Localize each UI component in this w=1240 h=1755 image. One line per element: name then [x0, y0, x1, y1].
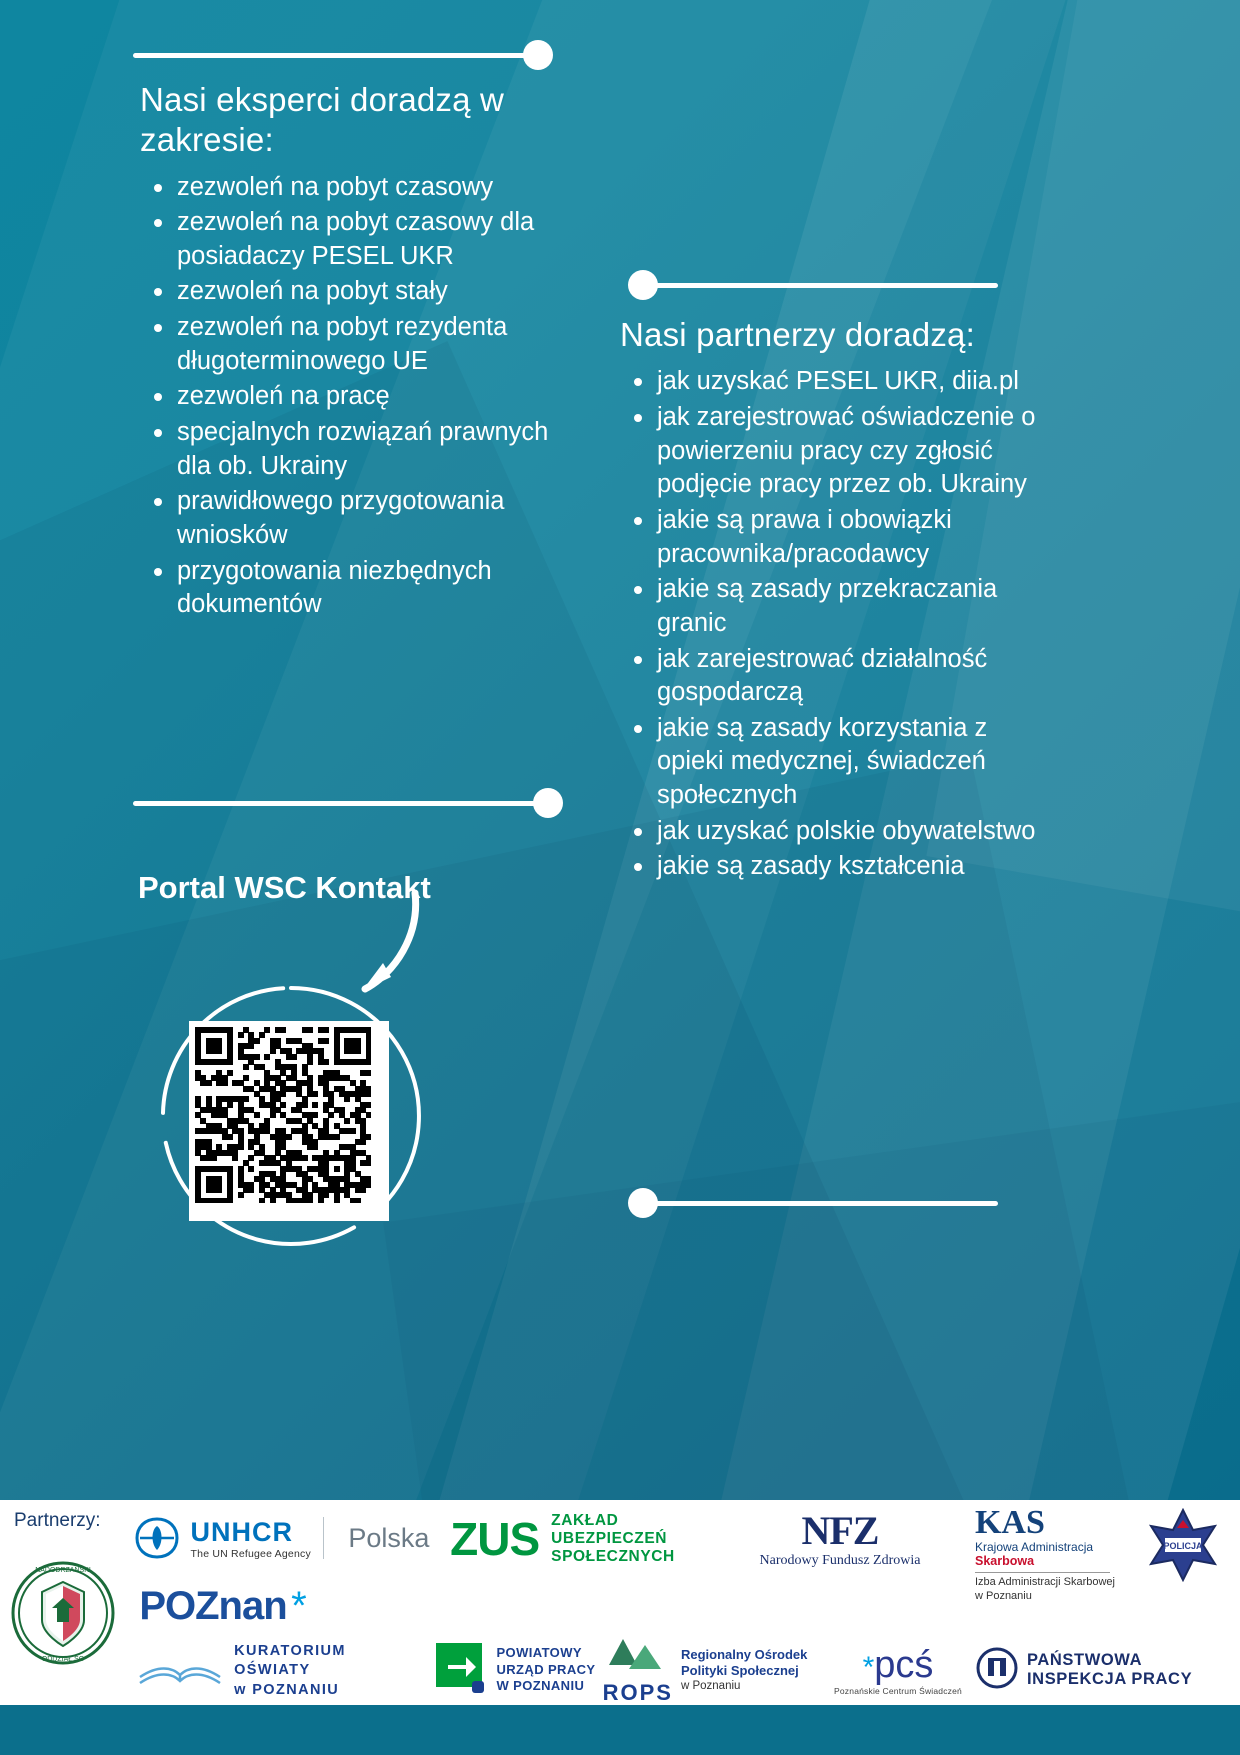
divider-dot — [523, 40, 553, 70]
poznan-star-icon: * — [291, 1583, 307, 1628]
rops-wordmark: ROPS — [602, 1679, 673, 1705]
footer-bottom-bar — [0, 1705, 1240, 1755]
pup-line-2: URZĄD PRACY — [496, 1661, 596, 1677]
list-item: zezwoleń na pobyt rezydenta długoterminowego UE — [140, 311, 570, 378]
policja-star-icon — [1139, 1508, 1227, 1582]
kas-line-3: Izba Administracji Skarbowej — [974, 1576, 1115, 1589]
logo-nfz — [740, 1506, 940, 1572]
svg-text:POLICJA: POLICJA — [1162, 1541, 1203, 1551]
pip-wordmark: PAŃSTWOWA INSPEKCJA PRACY — [1027, 1651, 1193, 1688]
nfz-wordmark: NFZ — [801, 1508, 879, 1554]
experts-list — [140, 171, 570, 623]
kas-line-1: Krajowa Administracja — [974, 1540, 1094, 1555]
partners-advice-heading: Nasi partnerzy doradzą: — [620, 316, 975, 353]
list-item: przygotowania niezbędnych dokumentów — [140, 555, 570, 622]
partners-advice-section — [620, 315, 1040, 886]
divider-experts-bottom — [133, 786, 563, 820]
list-item: jak zarejestrować działalność gospodarczą — [620, 643, 1040, 710]
divider-line — [133, 53, 527, 58]
divider-line — [654, 283, 998, 288]
zus-line-3: SPOŁECZNYCH — [551, 1548, 675, 1566]
pup-line-1: POWIATOWY — [496, 1644, 582, 1660]
logo-policja — [1135, 1506, 1230, 1584]
pcs-star-icon: * — [862, 1651, 875, 1685]
nfz-subtitle: Narodowy Fundusz Zdrowia — [759, 1553, 921, 1569]
rops-line-2: Polityki Społecznej — [680, 1662, 799, 1678]
divider-line — [133, 801, 537, 806]
unhcr-name: UNHCR — [190, 1516, 294, 1547]
svg-text:NADODRZAŃSKI: NADODRZAŃSKI — [35, 1567, 91, 1574]
logo-poznan — [118, 1578, 328, 1634]
svg-text:ODDZIAŁ SG: ODDZIAŁ SG — [41, 1656, 85, 1663]
partners-advice-list — [620, 365, 1040, 884]
logo-straz-graniczna — [8, 1558, 118, 1668]
experts-section — [140, 80, 570, 624]
divider-partners-top — [628, 268, 998, 302]
kas-line-2: Skarbowa — [974, 1553, 1035, 1568]
logo-unhcr — [130, 1506, 430, 1570]
list-item: jakie są zasady korzystania z opieki medycznej, świadczeń społecznych — [620, 712, 1040, 813]
divider — [323, 1517, 325, 1559]
list-item: prawidłowego przygotowania wniosków — [140, 485, 570, 552]
pcs-wordmark: pcś — [874, 1644, 934, 1687]
kuratorium-line-1: KURATORIUM — [234, 1642, 346, 1659]
partners-footer — [0, 1500, 1240, 1705]
list-item: jak uzyskać polskie obywatelstwo — [620, 815, 1040, 849]
open-book-icon — [134, 1647, 226, 1696]
list-item: zezwoleń na pobyt czasowy — [140, 171, 570, 205]
logo-zus — [445, 1506, 680, 1572]
zus-line-2: UBEZPIECZEŃ — [551, 1529, 668, 1547]
green-arrow-icon — [434, 1641, 488, 1700]
rops-line-3: w Poznaniu — [680, 1680, 741, 1693]
logo-pcs — [818, 1640, 978, 1702]
experts-heading: Nasi eksperci doradzą w zakresie: — [140, 81, 505, 159]
list-item: jakie są zasady przekraczania granic — [620, 573, 1040, 640]
rops-mark-icon — [603, 1635, 673, 1706]
kuratorium-line-3: w POZNANIU — [234, 1681, 340, 1698]
divider-line — [654, 1201, 998, 1206]
portal-title: Portal WSC Kontakt — [138, 870, 431, 905]
list-item: jakie są zasady kształcenia — [620, 850, 1040, 884]
logo-kas — [955, 1504, 1135, 1604]
list-item: zezwoleń na pobyt czasowy dla posiadaczy PESEL UKR — [140, 206, 570, 273]
qr-block[interactable] — [130, 925, 460, 1255]
partners-label: Partnerzy: — [14, 1510, 101, 1531]
divider-partners-bottom — [628, 1186, 998, 1220]
divider-dot — [533, 788, 563, 818]
poznan-wordmark: POZnan — [139, 1583, 287, 1628]
logo-kuratorium-oswiaty — [110, 1640, 370, 1702]
kas-line-4: w Poznaniu — [974, 1590, 1032, 1603]
pip-emblem-icon — [975, 1646, 1019, 1695]
list-item: zezwoleń na pracę — [140, 380, 570, 414]
curved-arrow-icon — [250, 885, 440, 1005]
logo-rops — [590, 1638, 820, 1705]
divider — [975, 1572, 1110, 1573]
qr-code-icon[interactable] — [189, 1021, 389, 1221]
unhcr-emblem-icon — [131, 1516, 183, 1560]
logo-panstwowa-inspekcja-pracy — [975, 1640, 1230, 1700]
pcs-subtitle: Poznańskie Centrum Świadczeń — [834, 1686, 962, 1697]
divider-experts-top — [133, 38, 553, 72]
list-item: jak zarejestrować oświadczenie o powierzeniu pracy czy zgłosić podjęcie pracy przez ob. Ukrainy — [620, 401, 1040, 502]
straz-graniczna-emblem-icon — [10, 1560, 116, 1666]
kuratorium-line-2: OŚWIATY — [234, 1662, 311, 1679]
unhcr-country: Polska — [348, 1522, 430, 1553]
pup-line-3: W POZNANIU — [496, 1678, 585, 1694]
zus-line-1: ZAKŁAD — [551, 1511, 619, 1529]
rops-line-1: Regionalny Ośrodek — [680, 1646, 808, 1662]
unhcr-subtitle: The UN Refugee Agency — [190, 1547, 311, 1560]
list-item: jak uzyskać PESEL UKR, diia.pl — [620, 365, 1040, 399]
list-item: specjalnych rozwiązań prawnych dla ob. Ukrainy — [140, 416, 570, 483]
kas-wordmark: KAS — [974, 1504, 1045, 1542]
zus-wordmark: ZUS — [450, 1513, 540, 1565]
list-item: zezwoleń na pobyt stały — [140, 275, 570, 309]
list-item: jakie są prawa i obowiązki pracownika/pracodawcy — [620, 504, 1040, 571]
